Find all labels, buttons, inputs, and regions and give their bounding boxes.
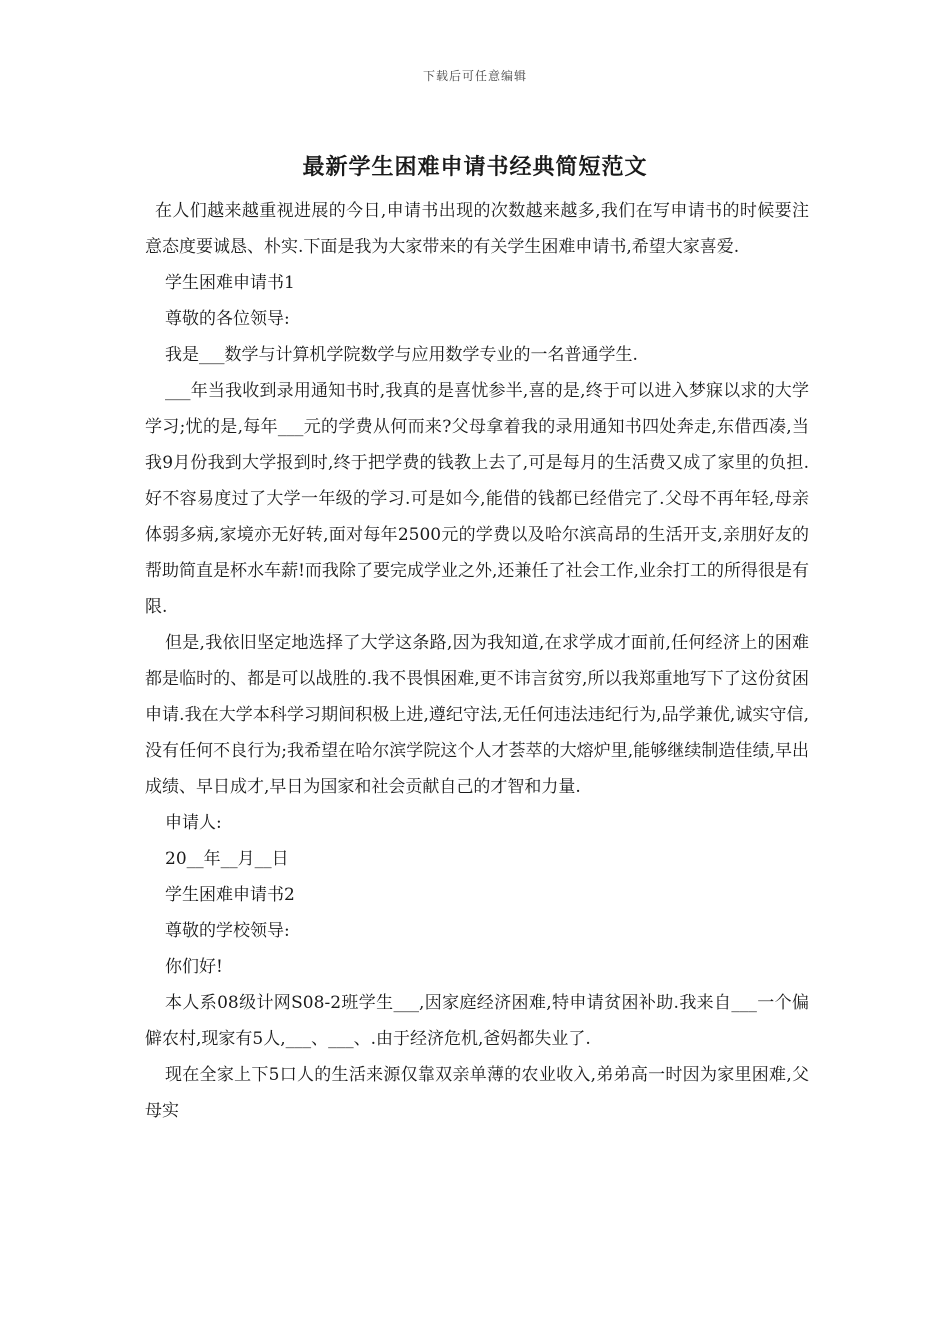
intro-paragraph: 在人们越来越重视进展的今日,申请书出现的次数越来越多,我们在写申请书的时候要注意态度要诚恳、朴实.下面是我为大家带来的有关学生困难申请书,希望大家喜爱. bbox=[145, 201, 809, 257]
salutation-2: 尊敬的学校领导: bbox=[165, 921, 290, 941]
body-paragraph: 我是___数学与计算机学院数学与应用数学专业的一名普通学生. bbox=[165, 345, 638, 365]
body-paragraph: 本人系08级计网S08-2班学生___,因家庭经济困难,特申请贫困补助.我来自___一个偏僻农村,现家有5人,___、___、.由于经济危机,爸妈都失业了. bbox=[145, 993, 809, 1049]
document-title: 最新学生困难申请书经典简短范文 bbox=[302, 154, 648, 180]
salutation-1: 尊敬的各位领导: bbox=[165, 309, 290, 329]
date-line: 20__年__月__日 bbox=[165, 849, 289, 869]
body-paragraph: 现在全家上下5口人的生活来源仅靠双亲单薄的农业收入,弟弟高一时因为家里困难,父母实 bbox=[145, 1065, 809, 1121]
greeting: 你们好! bbox=[165, 957, 223, 977]
section-heading-2: 学生困难申请书2 bbox=[165, 885, 295, 905]
body-paragraph: ___年当我收到录用通知书时,我真的是喜忧参半,喜的是,终于可以进入梦寐以求的大学学习;忧的是,每年___元的学费从何而来?父母拿着我的录用通知书四处奔走,东借西凑,当我9月份我到大学报到时,终于把学费的钱教上去了,可是每月的生活费又成了家里的负担.好不容易度过了大学一年级的学习.可是如今,能借的钱都已经借完了.父母不再年轻,母亲体弱多病,家境亦无好转,面对每年2500元的学费以及哈尔滨高昂的生活开支,亲朋好友的帮助简直是杯水车薪!而我除了要完成学业之外,还兼任了社会工作,业余打工的所得很是有限. bbox=[145, 381, 809, 617]
applicant-line: 申请人: bbox=[165, 813, 222, 833]
section-heading-1: 学生困难申请书1 bbox=[165, 273, 295, 293]
document-body bbox=[145, 193, 809, 1129]
header-note: 下载后可任意编辑 bbox=[422, 69, 527, 83]
body-paragraph: 但是,我依旧坚定地选择了大学这条路,因为我知道,在求学成才面前,任何经济上的困难都是临时的、都是可以战胜的.我不畏惧困难,更不讳言贫穷,所以我郑重地写下了这份贫困申请.我在大学本科学习期间积极上进,遵纪守法,无任何违法违纪行为,品学兼优,诚实守信,没有任何不良行为;我希望在哈尔滨学院这个人才荟萃的大熔炉里,能够继续制造佳绩,早出成绩、早日成才,早日为国家和社会贡献自己的才智和力量. bbox=[145, 633, 809, 797]
